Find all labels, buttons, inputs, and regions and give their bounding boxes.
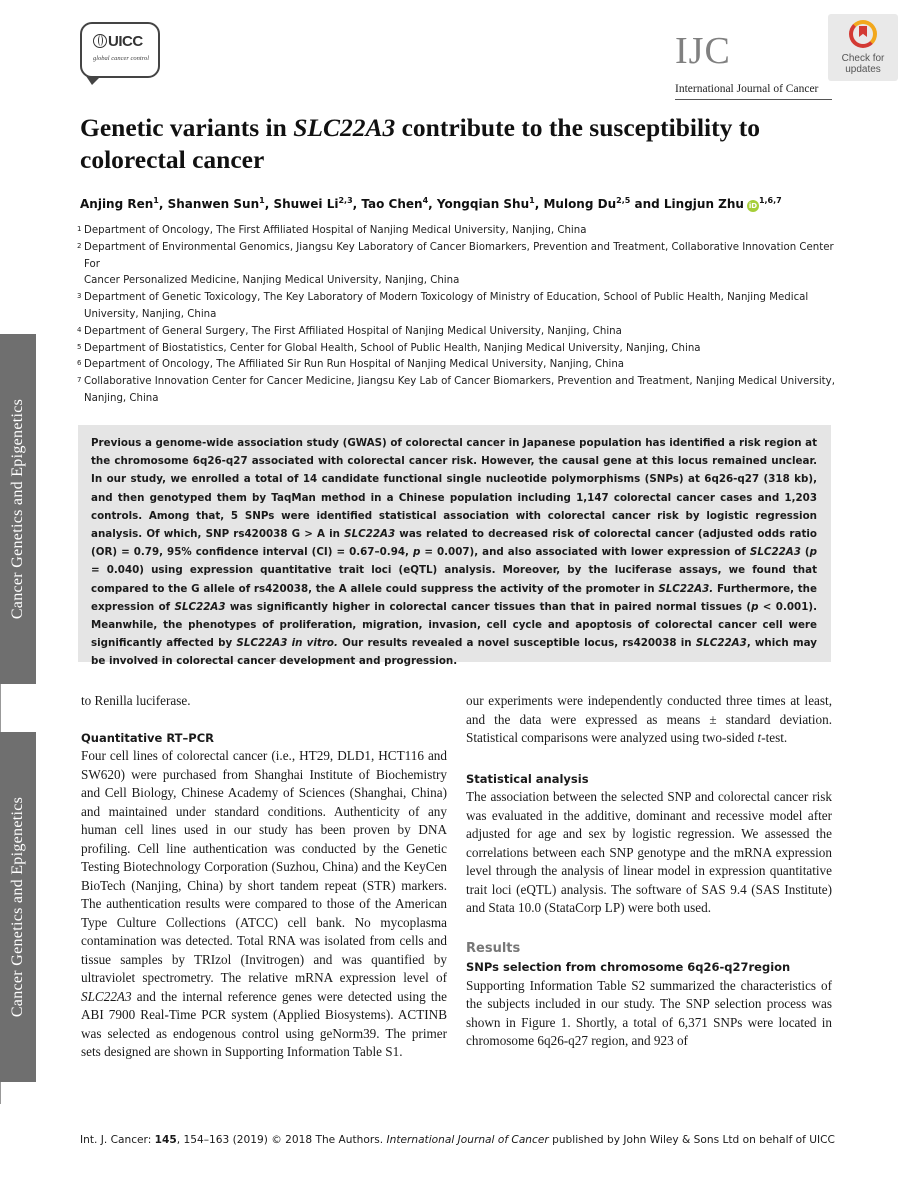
badge-line-1: Check for <box>841 53 885 64</box>
article-title: Genetic variants in SLC22A3 contribute to the susceptibility to colorectal cancer <box>80 113 761 174</box>
affiliation-text: Department of Genetic Toxicology, The Key Laboratory of Modern Toxicology of Ministry of Education, School of Public Health, Nanjing Medical <box>84 292 809 304</box>
affiliation-item <box>77 357 840 374</box>
affiliation-text: Collaborative Innovation Center for Cancer Medicine, Jiangsu Key Lab of Cancer Biomarkers, Prevention and Treatment, Nanjing Medical University, <box>84 376 835 388</box>
author-affiliation-ref: 1 <box>153 196 159 205</box>
author-name: Tao Chen <box>361 197 423 211</box>
crossmark-icon <box>849 20 877 48</box>
journal-name: International Journal of Cancer <box>675 83 819 95</box>
logo-text: UICC <box>108 33 143 50</box>
author-affiliation-ref: 4 <box>422 196 429 205</box>
uicc-logo <box>80 22 160 78</box>
affiliation-text: Department of Oncology, The Affiliated Sir Run Run Hospital of Nanjing Medical University, Nanjing, China <box>84 359 625 371</box>
heading-statistical-analysis: Statistical analysis <box>466 771 589 786</box>
body-column-right <box>466 692 832 1051</box>
affiliation-item <box>77 290 840 307</box>
affiliation-number: 4 <box>77 325 82 334</box>
affiliation-number: 1 <box>77 225 82 233</box>
side-rule <box>0 684 1 732</box>
affiliation-list <box>77 223 840 408</box>
author-affiliation-ref: 1,6,7 <box>758 196 782 205</box>
journal-abbreviation: IJC <box>675 30 731 72</box>
author-affiliation-ref: 1 <box>259 196 265 205</box>
affiliation-item <box>80 273 840 290</box>
author-name: Anjing Ren <box>80 197 154 211</box>
check-for-updates-badge[interactable] <box>828 14 898 81</box>
author-name: Mulong Du <box>543 197 617 211</box>
header-rule <box>675 99 832 100</box>
affiliation-text: Department of Environmental Genomics, Jiangsu Key Laboratory of Cancer Biomarkers, Prevention and Treatment, Collaborative Innovation Center For <box>84 241 834 270</box>
author-affiliation-ref: 2,5 <box>616 196 631 205</box>
affiliation-number: 6 <box>77 359 82 368</box>
affiliation-item <box>80 307 840 324</box>
section-side-tab <box>0 334 36 684</box>
affiliation-text: Department of Oncology, The First Affiliated Hospital of Nanjing Medical University, Nanjing, China <box>84 225 587 236</box>
section-side-label: Cancer Genetics and Epigenetics <box>9 398 27 620</box>
heading-results: Results <box>466 940 521 956</box>
paragraph-snp-selection: Supporting Information Table S2 summarized the characteristics of the subjects included in our study. The SNP selection process was shown in Figure 1. Shortly, a total of 6,371 SNPs were located in chromosome 6q26-q27 region, and 923 of <box>466 977 832 1048</box>
author-affiliation-ref: 1 <box>529 196 535 205</box>
logo-tagline: global cancer control <box>93 55 150 62</box>
affiliation-text: Department of Biostatistics, Center for Global Health, School of Public Health, Nanjing Medical University, Nanjing, China <box>84 342 701 354</box>
paragraph-continued: to Renilla luciferase. <box>81 693 191 708</box>
author-name: Shanwen Sun <box>167 197 260 211</box>
heading-snp-selection: SNPs selection from chromosome 6q26-q27region <box>466 960 791 974</box>
globe-icon <box>93 34 107 48</box>
affiliation-text: Nanjing, China <box>84 392 159 404</box>
author-affiliation-ref: 2,3 <box>338 196 353 205</box>
page-footer: Int. J. Cancer: 145, 154–163 (2019) © 2018 The Authors. International Journal of Cancer published by John Wiley & Sons Ltd on behalf of UICC <box>80 1134 835 1146</box>
abstract-text: Previous a genome-wide association study (GWAS) of colorectal cancer in Japanese population has identified a risk region at the chromosome 6q26-q27 associated with colorectal cancer risk. However, the causal gene at this locus remained unclear. In our study, we enrolled a total of 14 candidate functional single nucleotide polymorphisms (SNPs) at 6q26-q27 (318 kb), and then genotyped them by TaqMan method in a Chinese population including 1,147 colorectal cancer cases and 1,203 controls. Among that, 5 SNPs were identified statistical association with colorectal cancer risk by logistic regression analysis. Of which, SNP rs420038 G > A in SLC22A3 was related to decreased risk of colorectal cancer (adjusted odds ratio (OR) = 0.79, 95% confidence interval (CI) = 0.67–0.94, p = 0.007), and also associated with lower expression of SLC22A3 (p = 0.040) using expression quantitative trait loci (eQTL) analysis. Moreover, by the luciferase assays, we found that compared to the G allele of rs420038, the A allele could suppress the activity of the promoter in SLC22A3. Furthermore, the expression of SLC22A3 was significantly higher in colorectal cancer tissues than that in paired normal tissues (p < 0.001). Meanwhile, the phenotypes of proliferation, migration, invasion, cell cycle and apoptosis of colorectal cancer cell were significantly affected by SLC22A3 in vitro. Our results revealed a novel susceptible locus, rs420038 in SLC22A3, which may be involved in colorectal cancer development and progression. <box>91 437 817 668</box>
paragraph-statistical-analysis: The association between the selected SNP and colorectal cancer risk was evaluated in the additive, dominant and recessive model after adjusted for age and sex by logistic regression. We assessed the correlations between each SNP genotype and the mRNA expression level through the analysis of linear model in expression quantitative trait loci (eQTL) analysis. The software of SAS 9.4 (SAS Institute) and Stata 10.0 (StataCorp LP) were both used. <box>466 789 832 915</box>
affiliation-number: 7 <box>77 376 82 385</box>
affiliation-item <box>77 374 840 391</box>
affiliation-text: University, Nanjing, China <box>84 308 217 320</box>
body-column-left <box>81 692 447 1062</box>
author-name: Shuwei Li <box>273 197 339 211</box>
affiliation-number: 5 <box>77 342 82 351</box>
affiliation-text: Cancer Personalized Medicine, Nanjing Medical University, Nanjing, China <box>84 275 460 287</box>
affiliation-number: 2 <box>77 241 82 250</box>
paragraph-qrt-pcr: Four cell lines of colorectal cancer (i.e., HT29, DLD1, HCT116 and SW620) were purchased from Shanghai Institute of Biochemistry and Cell Biology, Chinese Academy of Sciences (Shanghai, China) and maintained under standard conditions. Authenticity of any human cell lines used in our study has been proven by DNA profiling. Cell line authentication was conducted by the Genetic Testing Biotechnology Corporation (Suzhou, China) and the KeyCen BioTech (Nanjing, China) by short tandem repeat (STR) markers. The authentication results were compared to those of the American Type Culture Collections (ATCC) cell bank. No mycoplasma contamination was detected. Total RNA was isolated from cells and tissue samples by TRIzol (Invitrogen) and was quantified by ultraviolet spectrometry. The relative mRNA expression level of SLC22A3 and the internal reference genes were detected using the ABI 7900 Real-Time PCR system (Applied Biosystems). ACTINB was selected as endogenous control using geNorm39. The primer sets designed are shown in Supporting Information Table S1. <box>81 748 447 1059</box>
side-rule-2 <box>0 1082 1 1104</box>
section-side-label-2: Cancer Genetics and Epigenetics <box>9 796 27 1018</box>
section-side-tab-2 <box>0 732 36 1082</box>
affiliation-number: 3 <box>77 292 82 301</box>
affiliation-item <box>77 240 840 274</box>
author-name: Yongqian Shu <box>436 197 530 211</box>
affiliation-item <box>77 223 840 240</box>
author-name: Lingjun Zhu <box>663 197 744 211</box>
badge-line-2: updates <box>845 64 881 75</box>
affiliation-item <box>77 324 840 341</box>
author-list: Anjing Ren$^1$, Shanwen Sun$^1$, Shuwei Li$^{2,3}$, Tao Chen$^4$, Yongqian Shu$^1$, Mulong Du$^{2,5}$ and Lingjun Zhu iD$^{1,6,7}$ <box>80 196 782 211</box>
abstract-box <box>78 425 831 668</box>
affiliation-text: Department of General Surgery, The First Affiliated Hospital of Nanjing Medical University, Nanjing, China <box>84 325 622 337</box>
paragraph-methods-end: our experiments were independently conducted three times at least, and the data were expressed as means ± standard deviation. Statistical comparisons were analyzed using two-sided t-test. <box>466 693 832 745</box>
orcid-icon[interactable]: iD <box>748 202 758 210</box>
heading-quantitative-rt-pcr: Quantitative RT–PCR <box>81 730 215 745</box>
affiliation-item <box>77 341 840 358</box>
affiliation-item <box>80 391 840 408</box>
